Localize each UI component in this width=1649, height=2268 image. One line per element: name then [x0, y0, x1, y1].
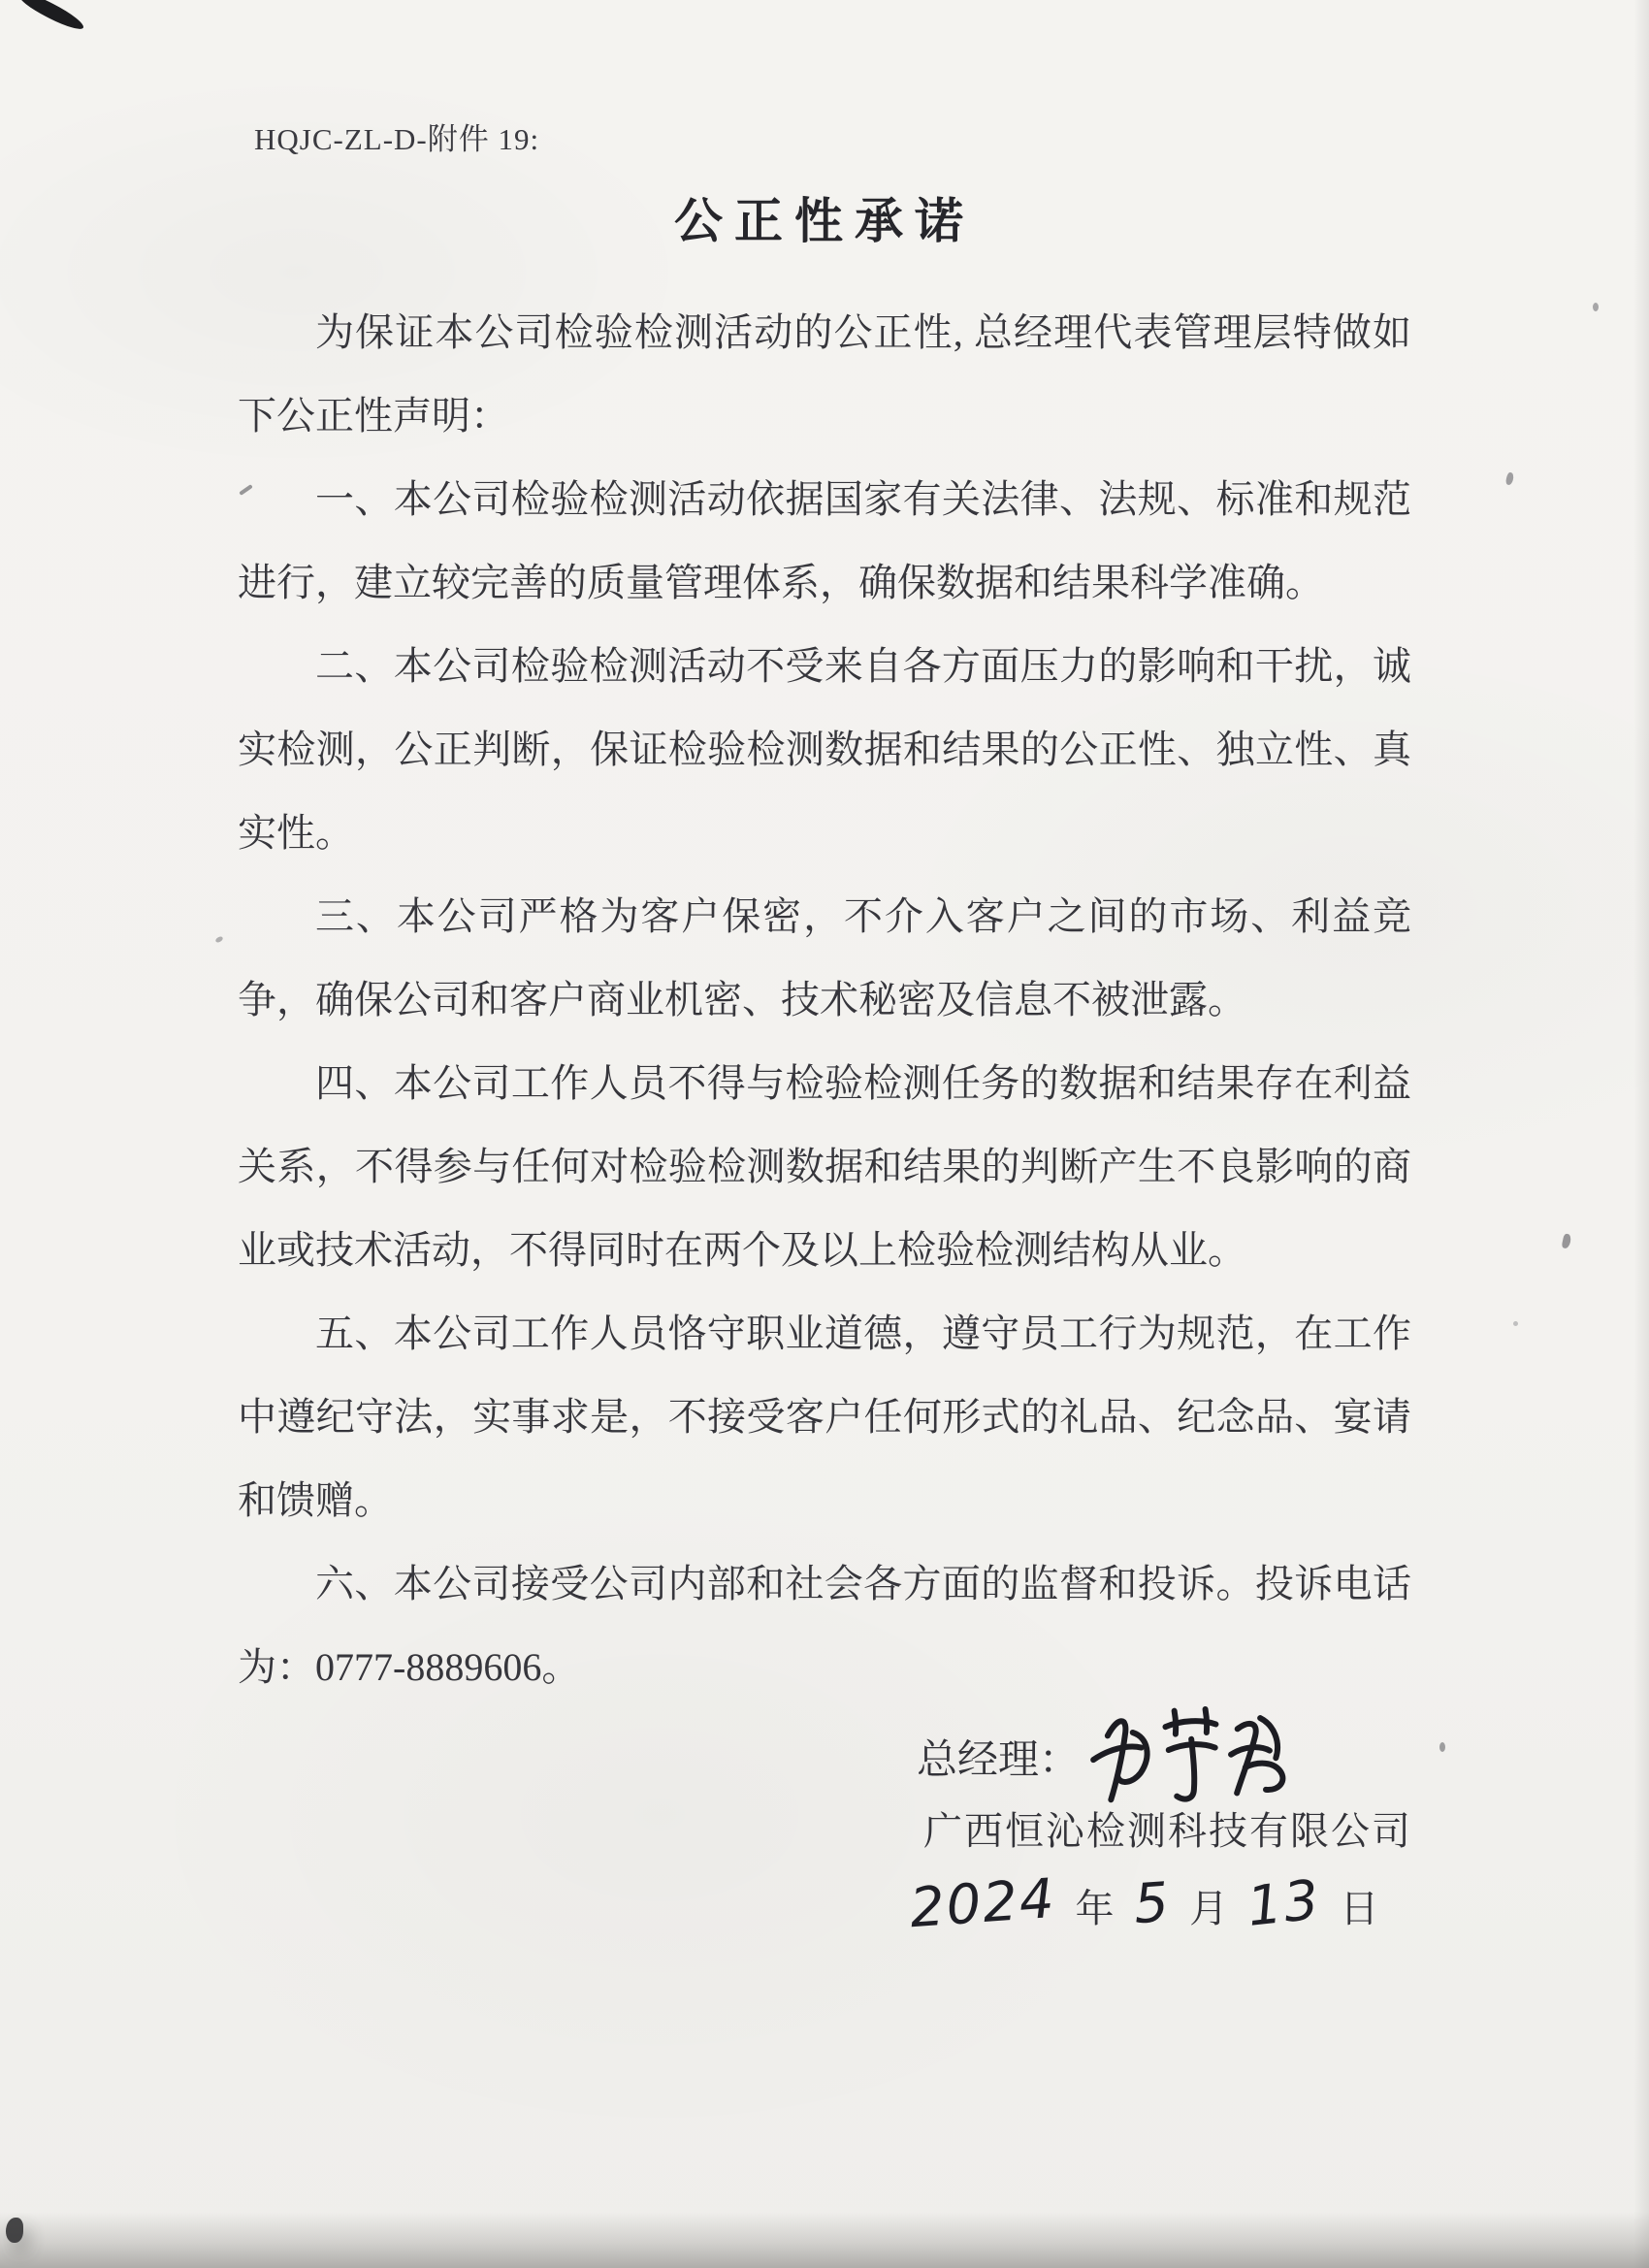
- handwritten-year: 2024: [907, 1866, 1058, 1941]
- scan-artifact-corner-mark: [16, 0, 87, 34]
- scan-edge-shadow: [1633, 0, 1649, 2268]
- signature-row: [917, 1700, 1328, 1795]
- document-code: HQJC-ZL-D-附件 19:: [254, 122, 540, 156]
- scan-speck: [1513, 1321, 1518, 1326]
- handwritten-signature: [1083, 1694, 1331, 1815]
- document-body: [238, 291, 1411, 1709]
- scan-speck: [1504, 471, 1514, 485]
- handwritten-month: 5: [1131, 1870, 1173, 1937]
- handwritten-day: 13: [1244, 1868, 1324, 1939]
- clause-4: 四、本公司工作人员不得与检验检测任务的数据和结果存在利益关系，不得参与任何对检验检测数据和结果的判断产生不良影响的商业或技术活动，不得同时在两个及以上检验检测结构从业。: [238, 1061, 1411, 1272]
- scan-speck: [1593, 303, 1599, 311]
- intro-paragraph: 为保证本公司检验检测活动的公正性, 总经理代表管理层特做如下公正性声明：: [238, 310, 1411, 437]
- year-label: 年: [1075, 1887, 1115, 1930]
- month-label: 月: [1189, 1887, 1229, 1930]
- general-manager-label: 总经理：: [917, 1738, 1081, 1783]
- clause-6: 六、本公司接受公司内部和社会各方面的监督和投诉。投诉电话为：0777-8889606。: [238, 1562, 1411, 1689]
- page-title: 公正性承诺: [674, 194, 975, 248]
- clause-1: 一、本公司检验检测活动依据国家有关法律、法规、标准和规范进行，建立较完善的质量管理体系，确保数据和结果科学准确。: [238, 477, 1411, 604]
- scan-artifact-spot: [6, 2218, 23, 2243]
- scan-speck: [214, 935, 223, 943]
- clause-2: 二、本公司检验检测活动不受来自各方面压力的影响和干扰，诚实检测，公正判断，保证检验检测数据和结果的公正性、独立性、真实性。: [238, 644, 1411, 855]
- scan-bottom-shadow: [0, 2212, 1649, 2268]
- date-line: [907, 1866, 1379, 1941]
- scan-speck: [1562, 1233, 1572, 1248]
- company-name: 广西恒沁检测科技有限公司: [923, 1809, 1412, 1853]
- clause-5: 五、本公司工作人员恪守职业道德，遵守员工行为规范，在工作中遵纪守法，实事求是，不接受客户任何形式的礼品、纪念品、宴请和馈赠。: [238, 1312, 1411, 1522]
- scan-speck: [1439, 1742, 1445, 1752]
- day-label: 日: [1340, 1887, 1379, 1930]
- clause-3: 三、本公司严格为客户保密，不介入客户之间的市场、利益竞争，确保公司和客户商业机密、技术秘密及信息不被泄露。: [238, 894, 1411, 1021]
